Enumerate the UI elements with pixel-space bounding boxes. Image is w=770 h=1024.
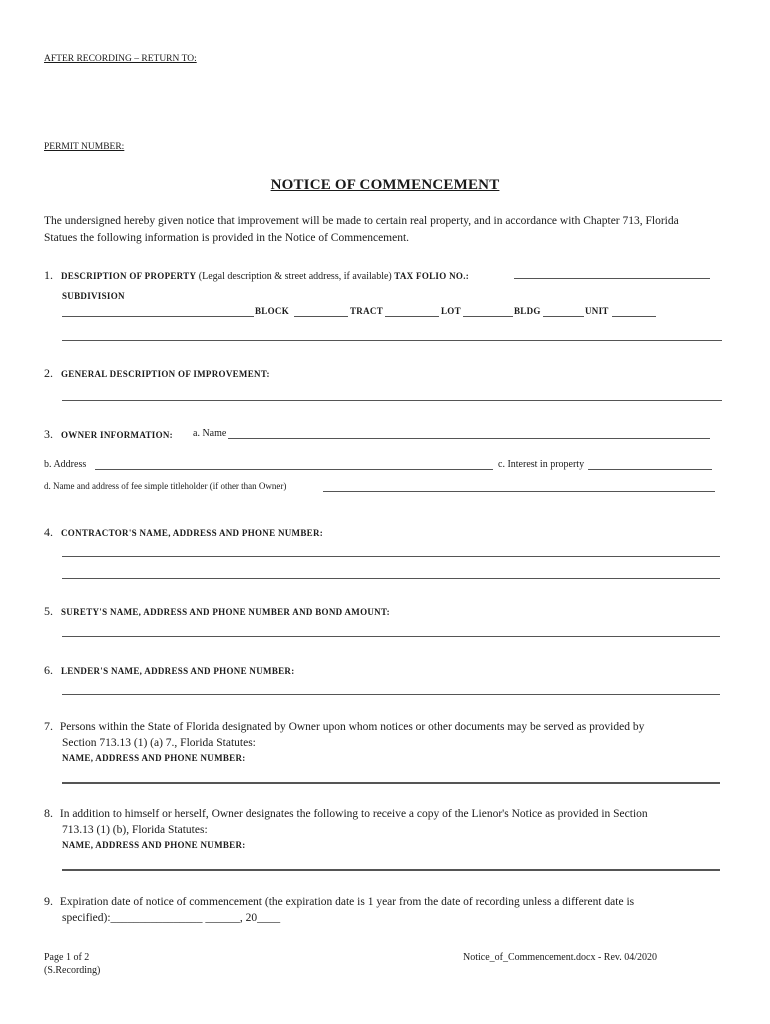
section-8-number: 8. [44,806,53,820]
section-2-heading [44,364,270,382]
file-revision: Notice_of_Commencement.docx - Rev. 04/2020 [463,952,658,963]
owner-name-field[interactable] [228,438,710,439]
section-3-label: OWNER INFORMATION: [61,430,173,440]
recording-note: (S.Recording) [44,965,101,976]
subdivision-label: SUBDIVISION [62,291,125,301]
owner-address-label: b. Address [44,459,87,470]
section-6-heading [44,661,295,679]
interest-in-property-field[interactable] [588,469,712,470]
lender-line[interactable] [62,694,720,695]
section-6-number: 6. [44,663,53,677]
section-8-text-line-1: In addition to himself or herself, Owner designates the following to receive a copy of the Lienor's Notice as provided in Section [59,808,648,820]
expiration-date-field[interactable]: specified):________________ ______, 20____ [62,912,281,924]
permit-number-label: PERMIT NUMBER: [44,142,125,152]
section-7-text [44,718,644,736]
section-4-label: CONTRACTOR'S NAME, ADDRESS AND PHONE NUMBER: [61,528,324,538]
unit-label: UNIT [585,306,609,316]
owner-name-label: a. Name [193,428,227,439]
improvement-description-line[interactable] [62,400,722,401]
section-8-text [44,805,648,823]
block-label: BLOCK [255,306,290,316]
section-3-number: 3. [44,427,53,441]
section-2-number: 2. [44,366,53,380]
interest-in-property-label: c. Interest in property [498,459,585,470]
section-1-label: DESCRIPTION OF PROPERTY [61,271,197,281]
section-5-heading [44,602,390,620]
designated-person-line[interactable] [62,782,720,784]
contractor-line-2[interactable] [62,578,720,579]
unit-field[interactable] [612,316,656,317]
section-2-label: GENERAL DESCRIPTION OF IMPROVEMENT: [61,369,270,379]
tax-folio-label: TAX FOLIO NO.: [394,271,470,281]
section-1-paren: (Legal description & street address, if available) [196,271,395,282]
section-9-number: 9. [44,894,53,908]
section-9-text [44,893,634,911]
section-1-heading [44,266,469,284]
section-4-heading [44,523,323,541]
section-1-number: 1. [44,268,53,282]
section-4-number: 4. [44,525,53,539]
tax-folio-field[interactable] [514,278,710,279]
page-number: Page 1 of 2 [44,952,90,963]
lienor-notice-recipient-line[interactable] [62,869,720,871]
contractor-line-1[interactable] [62,556,720,557]
section-6-label: LENDER'S NAME, ADDRESS AND PHONE NUMBER: [61,666,295,676]
section-8-label: NAME, ADDRESS AND PHONE NUMBER: [62,840,246,850]
bldg-label: BLDG [514,306,541,316]
section-7-label: NAME, ADDRESS AND PHONE NUMBER: [62,753,246,763]
lot-field[interactable] [463,316,513,317]
intro-paragraph: The undersigned hereby given notice that improvement will be made to certain real property, and in accordance with Chapter 713, Florida Statues the following information is provided in the Notice of Commencement. [44,215,679,244]
document-title: NOTICE OF COMMENCEMENT [270,177,500,193]
section-3-heading [44,425,173,443]
fee-simple-titleholder-field[interactable] [323,491,715,492]
tract-label: TRACT [350,306,384,316]
section-8-text-line-2: 713.13 (1) (b), Florida Statutes: [62,824,208,836]
section-7-text-line-2: Section 713.13 (1) (a) 7., Florida Statutes: [62,737,256,749]
section-5-label: SURETY'S NAME, ADDRESS AND PHONE NUMBER AND BOND AMOUNT: [61,607,390,617]
section-5-number: 5. [44,604,53,618]
section-9-text-line-1: Expiration date of notice of commencement (the expiration date is 1 year from the date of recording unless a different date is [59,896,635,908]
fee-simple-titleholder-label: d. Name and address of fee simple titleholder (if other than Owner) [44,481,287,491]
owner-address-field[interactable] [95,469,493,470]
section-7-text-line-1: Persons within the State of Florida designated by Owner upon whom notices or other documents may be served as provided by [59,721,645,733]
tract-field[interactable] [385,316,439,317]
after-recording-label: AFTER RECORDING – RETURN TO: [44,54,197,64]
property-description-line[interactable] [62,340,722,341]
bldg-field[interactable] [543,316,584,317]
block-field[interactable] [294,316,348,317]
lot-label: LOT [441,306,461,316]
surety-line[interactable] [62,636,720,637]
section-7-number: 7. [44,719,53,733]
subdivision-field[interactable] [62,316,254,317]
